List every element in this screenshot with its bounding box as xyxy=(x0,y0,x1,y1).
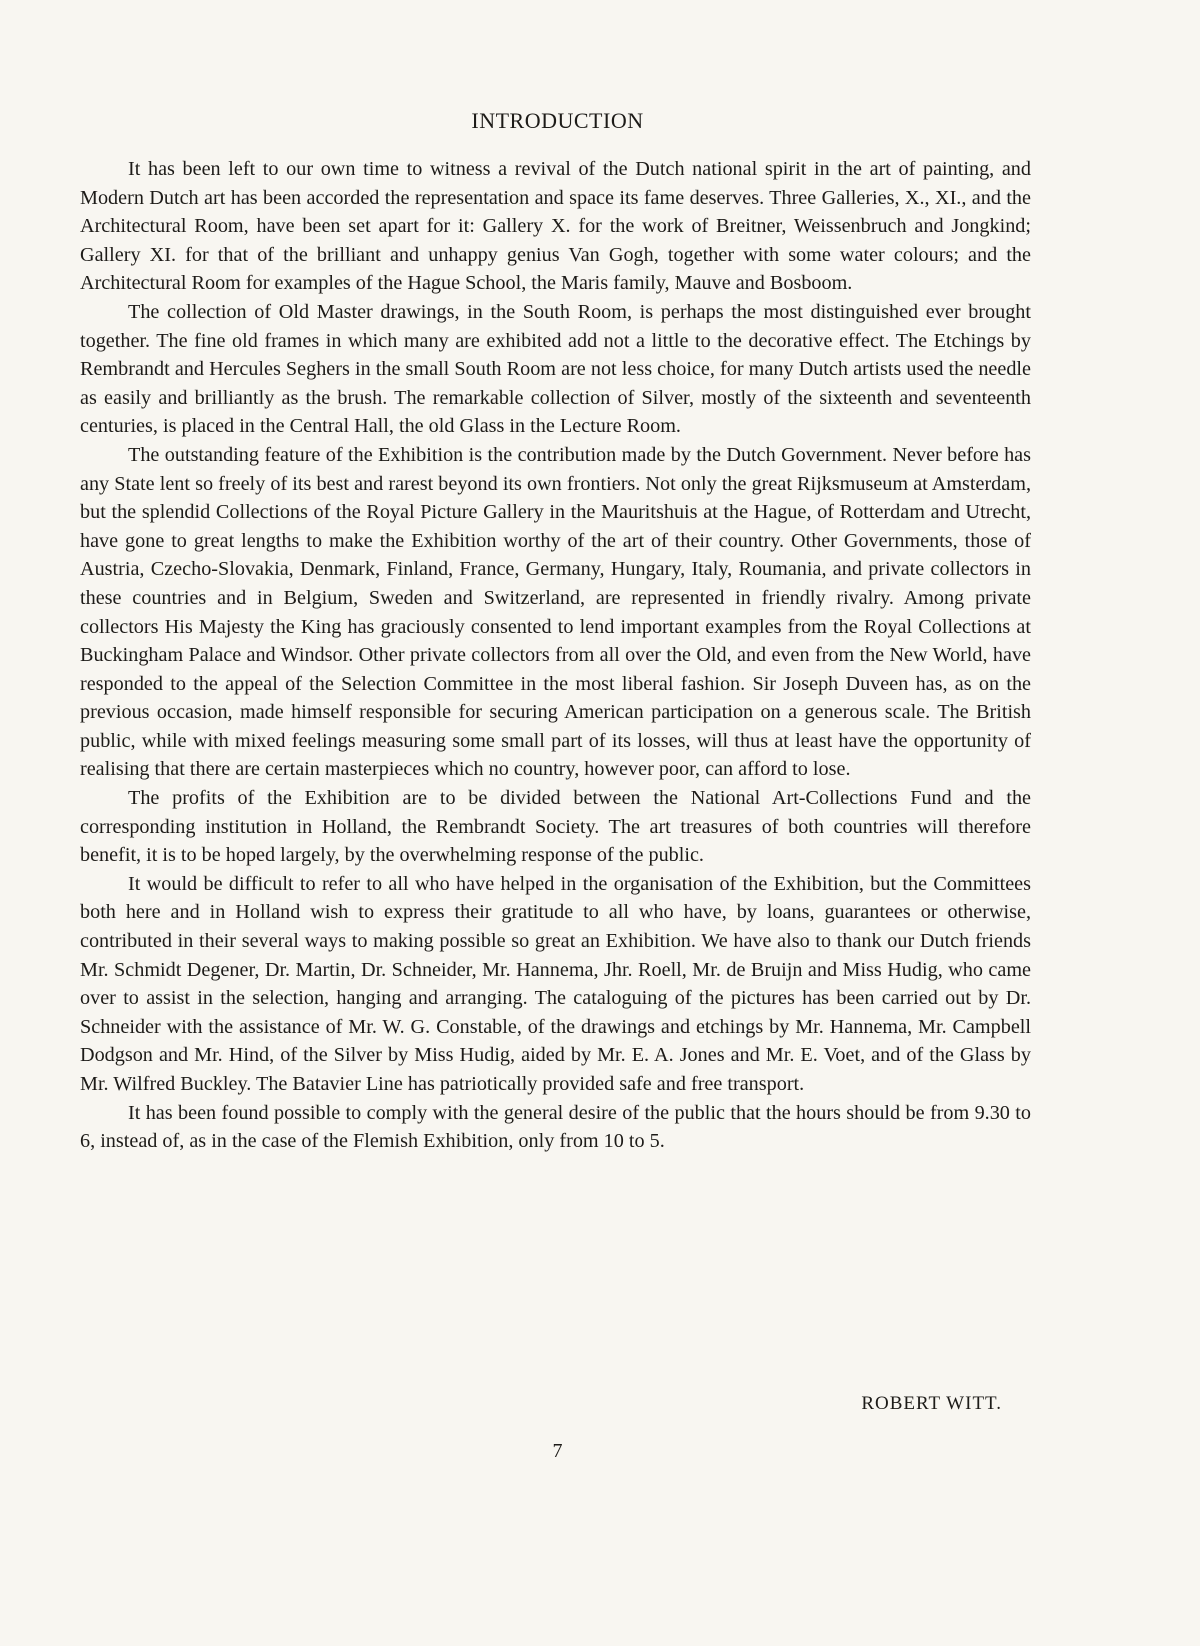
author-signature: ROBERT WITT. xyxy=(861,1393,1002,1414)
paragraph-modern-dutch-art: It has been left to our own time to witness a revival of the Dutch national spirit in the art of painting, and Modern Dutch art has been accorded the representation and space its fame deserves. Three Galleries, X., XI., and the Architectural Room, have been set apart for it: Gallery X. for the work of Breitner, Weissenbruch and Jongkind; Gallery XI. for that of the brilliant and unhappy genius Van Gogh, together with some water colours; and the Architectural Room for examples of the Hague School, the Maris family, Mauve and Bosboom. xyxy=(80,158,1031,295)
page-title: INTRODUCTION xyxy=(471,108,644,133)
paragraph-government-contribution: The outstanding feature of the Exhibition is the contribution made by the Dutch Government. Never before has any State lent so freely of its best and rarest beyond its own frontiers. Not only the great Rijksmuseum at Amsterdam, but the splendid Collections of the Royal Picture Gallery in the Mauritshuis at the Hague, of Rotterdam and Utrecht, have gone to great lengths to make the Exhibition worthy of the art of their country. Other Governments, those of Austria, Czecho-Slovakia, Denmark, Finland, France, Germany, Hungary, Italy, Roumania, and private collectors in these countries and in Belgium, Sweden and Switzerland, are represented in friendly rivalry. Among private collectors His Majesty the King has graciously consented to lend important examples from the Royal Collections at Buckingham Palace and Windsor. Other private collectors from all over the Old, and even from the New World, have responded to the appeal of the Selection Committee in the most liberal fashion. Sir Joseph Duveen has, as on the previous occasion, made himself responsible for securing American participation on a generous scale. The British public, while with mixed feelings measuring some small part of its losses, will thus at least have the opportunity of realising that there are certain masterpieces which no country, however poor, can afford to lose. xyxy=(80,443,1031,781)
introduction-body xyxy=(80,155,1031,1156)
paragraph-opening-hours: It has been found possible to comply with the general desire of the public that the hours should be from 9.30 to 6, instead of, as in the case of the Flemish Exhibition, only from 10 to 5. xyxy=(80,1101,1031,1153)
paragraph-old-master-drawings: The collection of Old Master drawings, in the South Room, is perhaps the most distinguished ever brought together. The fine old frames in which many are exhibited add not a little to the decorative effect. The Etchings by Rembrandt and Hercules Seghers in the small South Room are not less choice, for many Dutch artists used the needle as easily and brilliantly as the brush. The remarkable collection of Silver, mostly of the sixteenth and seventeenth centuries, is placed in the Central Hall, the old Glass in the Lecture Room. xyxy=(80,300,1031,438)
page-number: 7 xyxy=(552,1440,563,1462)
paragraph-acknowledgements: It would be difficult to refer to all who have helped in the organisation of the Exhibition, but the Committees both here and in Holland wish to express their gratitude to all who have, by loans, guarantees or otherwise, contributed in their several ways to making possible so great an Exhibition. We have also to thank our Dutch friends Mr. Schmidt Degener, Dr. Martin, Dr. Schneider, Mr. Hannema, Jhr. Roell, Mr. de Bruijn and Miss Hudig, who came over to assist in the selection, hanging and arranging. The cataloguing of the pictures has been carried out by Dr. Schneider with the assistance of Mr. W. G. Constable, of the drawings and etchings by Mr. Hannema, Mr. Campbell Dodgson and Mr. Hind, of the Silver by Miss Hudig, aided by Mr. E. A. Jones and Mr. E. Voet, and of the Glass by Mr. Wilfred Buckley. The Batavier Line has patriotically provided safe and free transport. xyxy=(80,872,1031,1095)
paragraph-exhibition-profits: The profits of the Exhibition are to be divided between the National Art-Collections Fund and the corresponding institution in Holland, the Rembrandt Society. The art treasures of both countries will therefore benefit, it is to be hoped largely, by the overwhelming response of the public. xyxy=(80,787,1031,867)
